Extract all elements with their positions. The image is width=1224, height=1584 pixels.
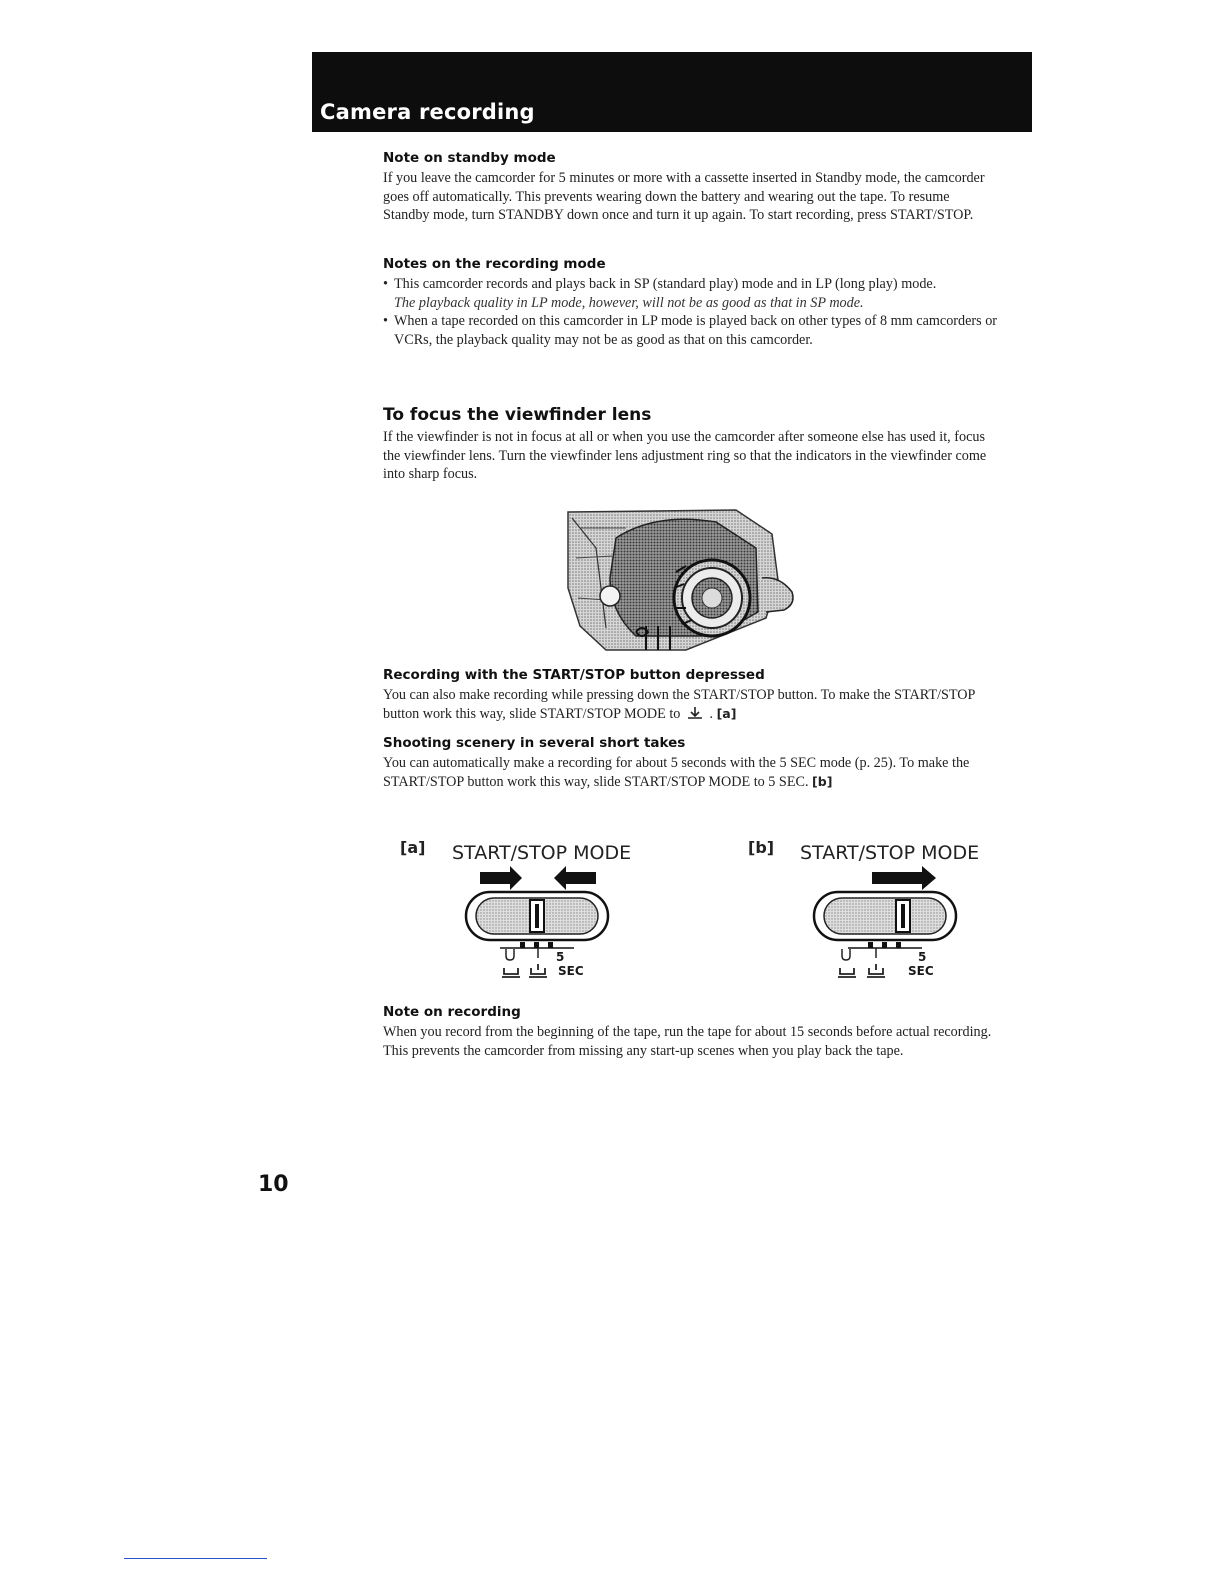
page-number: 10 [258, 1172, 289, 1197]
continuous-mode-symbol-icon [500, 946, 522, 980]
recording-mode-bullet-1-note: The playback quality in LP mode, however, will not be as good as that in SP mode. [394, 294, 864, 311]
recording-mode-bullet-1: This camcorder records and plays back in SP (standard play) mode and in LP (long play) mode. [394, 276, 937, 292]
page-title: Camera recording [320, 100, 535, 124]
recording-mode-bullet-2: When a tape recorded on this camcorder in LP mode is played back on other types of 8 mm camcorders or VCRs, the playback quality may not be as good as that on this camcorder. [394, 313, 998, 348]
five-mark: 5 [918, 950, 927, 964]
viewfinder-section [383, 405, 998, 484]
recording-mode-heading: Notes on the recording mode [383, 256, 606, 272]
recording-note-heading: Note on recording [383, 1004, 521, 1020]
short-takes-body: You can automatically make a recording for about 5 seconds with the 5 SEC mode (p. 25). To make the START/STOP button work this way, slide START/STOP MODE to 5 SEC. [383, 755, 970, 790]
sec-mark: SEC [558, 964, 584, 978]
short-takes-paragraph [383, 754, 998, 791]
standby-note-section [383, 150, 998, 225]
standby-note-body: If you leave the camcorder for 5 minutes or more with a cassette inserted in Standby mode, the camcorder goes off automatically. This prevents wearing down the battery and wearing out the tape. To resume Standby mode, turn STANDBY down once and turn it up again. To start recording, press START/STOP. [383, 170, 985, 223]
short-takes-ref: [b] [812, 773, 833, 789]
section-banner [312, 52, 1032, 132]
diagram-a-tag: [a] [400, 838, 426, 857]
recording-note-section [383, 1004, 998, 1060]
press-and-hold-symbol-icon [687, 706, 703, 720]
five-mark: 5 [556, 950, 565, 964]
depressed-mode-paragraph [383, 686, 998, 723]
depressed-mode-period: . [709, 705, 714, 722]
arrow-right-icon [872, 866, 936, 890]
short-takes-heading: Shooting scenery in several short takes [383, 735, 686, 751]
viewfinder-body: If the viewfinder is not in focus at all or when you use the camcorder after someone else has used it, focus the viewfinder lens. Turn the viewfinder lens adjustment ring so that the indicators in the viewfinder come into sharp focus. [383, 429, 987, 482]
diagram-b-tag: [b] [748, 838, 775, 857]
viewfinder-heading: To focus the viewfinder lens [383, 405, 652, 425]
diagram-a-label: START/STOP MODE [452, 842, 632, 864]
continuous-mode-symbol-icon [836, 946, 858, 980]
depressed-mode-ref: [a] [716, 705, 737, 721]
arrow-left-icon [554, 866, 596, 890]
press-hold-mode-symbol-icon [865, 946, 887, 980]
list-item [383, 312, 998, 349]
arrow-right-icon [480, 866, 522, 890]
recording-mode-section [383, 256, 998, 349]
depressed-mode-heading: Recording with the START/STOP button depressed [383, 667, 765, 683]
list-item [383, 275, 998, 312]
press-hold-mode-symbol-icon [527, 946, 549, 980]
diagram-b-label: START/STOP MODE [800, 842, 980, 864]
camcorder-viewfinder-illustration [566, 508, 802, 652]
sec-mark: SEC [908, 964, 934, 978]
depressed-mode-body: You can also make recording while pressing down the START/STOP button. To make the START/STOP button work this way, slide START/STOP MODE to [383, 687, 975, 722]
recording-note-body: When you record from the beginning of the tape, run the tape for about 15 seconds before actual recording. This prevents the camcorder from missing any start-up scenes when you play back the tape. [383, 1024, 992, 1059]
footer-rule [124, 1558, 267, 1559]
mode-indicators-a [500, 946, 590, 986]
depressed-mode-section [383, 667, 998, 723]
recording-mode-list [383, 275, 998, 349]
short-takes-section [383, 735, 998, 791]
mode-indicators-b [836, 946, 936, 986]
standby-note-heading: Note on standby mode [383, 150, 556, 166]
